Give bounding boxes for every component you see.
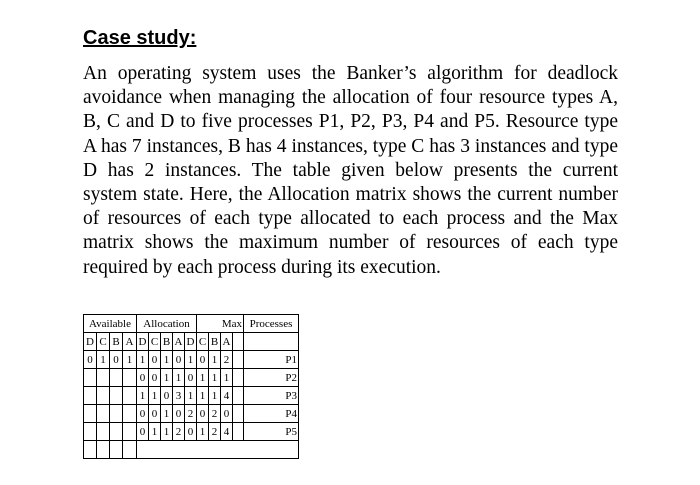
- table-row: [84, 405, 299, 423]
- max-cell: 4: [221, 423, 233, 441]
- empty-cell: [123, 387, 137, 405]
- empty-cell: [97, 405, 110, 423]
- allocation-cell: 1: [149, 423, 161, 441]
- empty-cell: [84, 405, 97, 423]
- available-cell: 0: [84, 351, 97, 369]
- allocation-cell: 1: [161, 423, 173, 441]
- col-label: D: [185, 333, 197, 351]
- empty-cell: [110, 441, 123, 459]
- col-label: A: [173, 333, 185, 351]
- empty-cell: [84, 369, 97, 387]
- allocation-cell: 0: [149, 369, 161, 387]
- empty-cell: [137, 441, 299, 459]
- empty-cell: [233, 351, 244, 369]
- available-cell: 1: [123, 351, 137, 369]
- max-cell: 0: [185, 369, 197, 387]
- max-cell: 2: [209, 423, 221, 441]
- max-cell: 4: [221, 387, 233, 405]
- allocation-cell: 1: [161, 405, 173, 423]
- empty-cell: [110, 405, 123, 423]
- process-cell: P5: [244, 423, 299, 441]
- empty-cell: [110, 387, 123, 405]
- empty-cell: [123, 405, 137, 423]
- max-cell: 1: [209, 351, 221, 369]
- process-cell: P3: [244, 387, 299, 405]
- table-row: [84, 351, 299, 369]
- table-row: [84, 369, 299, 387]
- empty-cell: [233, 369, 244, 387]
- allocation-cell: 1: [173, 369, 185, 387]
- case-study-paragraph: An operating system uses the Banker’s algorithm for deadlock avoidance when managing the allocation of four resource types A, B, C and D to five processes P1, P2, P3, P4 and P5. Resource type A has 7 instances, B has 4 instances, type C has 3 instances and type D has 2 instances. The table given below presents the current system state. Here, the Allocation matrix shows the current number of resources of each type allocated to each process and the Max matrix shows the maximum number of resources of each type required by each process during its execution.: [83, 63, 618, 278]
- empty-cell: [233, 333, 244, 351]
- allocation-cell: 0: [149, 405, 161, 423]
- table-row: [84, 387, 299, 405]
- bankers-state-table: [83, 314, 299, 459]
- empty-cell: [233, 423, 244, 441]
- allocation-cell: 1: [161, 369, 173, 387]
- empty-cell: [123, 441, 137, 459]
- max-cell: 0: [221, 405, 233, 423]
- allocation-cell: 0: [137, 369, 149, 387]
- available-cell: 0: [110, 351, 123, 369]
- available-cell: 1: [97, 351, 110, 369]
- table-row: [84, 441, 299, 459]
- col-label: C: [97, 333, 110, 351]
- empty-cell: [244, 333, 299, 351]
- col-label: B: [209, 333, 221, 351]
- empty-cell: [233, 387, 244, 405]
- available-header: Available: [84, 315, 137, 333]
- col-label: C: [197, 333, 209, 351]
- max-cell: 1: [197, 369, 209, 387]
- max-cell: 2: [209, 405, 221, 423]
- empty-cell: [84, 423, 97, 441]
- max-cell: 1: [209, 387, 221, 405]
- table-header-row: [84, 315, 299, 333]
- max-cell: 2: [185, 405, 197, 423]
- max-cell: 1: [185, 387, 197, 405]
- col-label: C: [149, 333, 161, 351]
- allocation-cell: 0: [137, 405, 149, 423]
- empty-cell: [97, 423, 110, 441]
- empty-cell: [97, 387, 110, 405]
- max-cell: 0: [185, 423, 197, 441]
- allocation-cell: 0: [173, 405, 185, 423]
- allocation-cell: 1: [161, 351, 173, 369]
- allocation-cell: 0: [161, 387, 173, 405]
- process-cell: P1: [244, 351, 299, 369]
- col-label: A: [123, 333, 137, 351]
- allocation-cell: 0: [149, 351, 161, 369]
- case-study-heading: Case study:: [83, 27, 197, 49]
- col-label: B: [110, 333, 123, 351]
- max-header: Max: [197, 315, 244, 333]
- empty-cell: [110, 423, 123, 441]
- empty-cell: [84, 387, 97, 405]
- max-cell: 1: [185, 351, 197, 369]
- allocation-cell: 1: [137, 351, 149, 369]
- process-cell: P4: [244, 405, 299, 423]
- max-cell: 0: [197, 405, 209, 423]
- allocation-cell: 1: [149, 387, 161, 405]
- empty-cell: [110, 369, 123, 387]
- column-label-row: [84, 333, 299, 351]
- max-cell: 1: [209, 369, 221, 387]
- allocation-cell: 2: [173, 423, 185, 441]
- max-cell: 1: [197, 423, 209, 441]
- empty-cell: [97, 441, 110, 459]
- allocation-cell: 1: [137, 387, 149, 405]
- max-cell: 1: [221, 369, 233, 387]
- processes-header: Processes: [244, 315, 299, 333]
- col-label: B: [161, 333, 173, 351]
- table-row: [84, 423, 299, 441]
- col-label: D: [84, 333, 97, 351]
- empty-cell: [123, 423, 137, 441]
- empty-cell: [84, 441, 97, 459]
- process-cell: P2: [244, 369, 299, 387]
- empty-cell: [97, 369, 110, 387]
- allocation-cell: 3: [173, 387, 185, 405]
- allocation-cell: 0: [137, 423, 149, 441]
- max-cell: 2: [221, 351, 233, 369]
- allocation-cell: 0: [173, 351, 185, 369]
- empty-cell: [233, 405, 244, 423]
- col-label: D: [137, 333, 149, 351]
- allocation-header: Allocation: [137, 315, 197, 333]
- max-cell: 1: [197, 387, 209, 405]
- col-label: A: [221, 333, 233, 351]
- empty-cell: [123, 369, 137, 387]
- max-cell: 0: [197, 351, 209, 369]
